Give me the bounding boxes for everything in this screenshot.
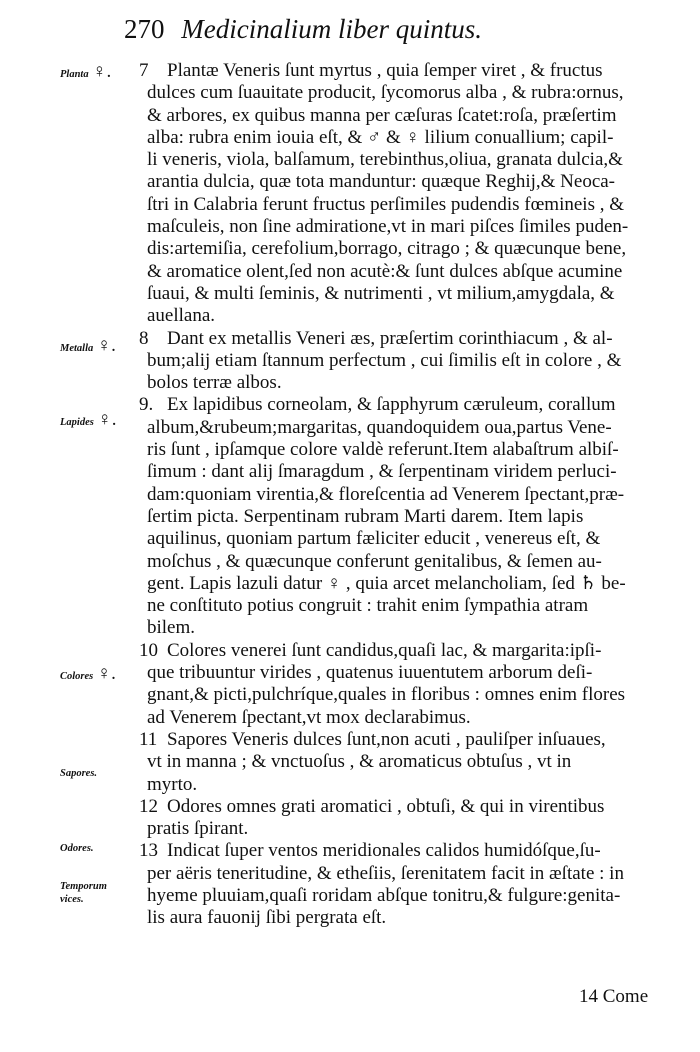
main-text [139,60,679,930]
paragraph-number: 12 [139,795,158,817]
text-line: hyeme pluuiam,quaſi roridam abſque tonitru,& fulgure:genita- [147,884,621,906]
text-line: bolos terræ albos. [147,372,282,394]
text-line: & arbores, ex quibus manna per cæſuras ſcatet:roſa, præſertim [147,104,617,126]
text-line: pratis ſpirant. [147,818,249,840]
margin-note-label: vices. [60,894,84,905]
text-line: ne conſtituto potius congruit : trahit enim ſympathia atram [147,595,589,617]
margin-note-label: Sapores. [60,768,98,779]
venus-symbol-icon: ♀. [96,335,116,356]
text-line: arantia dulcia, quæ tota manduntur: quæque Reghij,& Neoca- [147,171,616,193]
running-title: Medicinalium liber quintus. [181,14,482,44]
text-line: dis:artemiſia, cerefolium,borrago, citrago ; & quæcunque bene, [147,238,627,260]
catchword: 14 Come [579,986,649,1007]
paragraph-11 [139,729,679,796]
margin-note-label: Lapides [60,417,94,428]
text-line: ſuaui, & multi ſeminis, & nutrimenti , vt milium,amygdala, & [147,282,615,304]
text-line: album,&rubeum;margaritas, quandoquidem oua,partus Vene- [147,416,612,438]
paragraph-number: 13 [139,840,158,862]
margin-note-temporum [60,880,140,906]
margin-note-metalla [60,335,140,356]
paragraph-7 [139,60,679,328]
venus-symbol-icon: ♀. [96,663,116,684]
text-line: moſchus , & quæcunque conferunt genitalibus, & ſemen au- [147,550,602,572]
paragraph-13 [139,840,679,929]
paragraph-number: 7 [139,60,149,81]
text-line: bilem. [147,617,196,639]
text-line: maſculeis, non ſine admiratione,vt in mari piſces ſimiles puden- [147,216,629,238]
paragraph-9 [139,394,679,639]
margin-note-odores [60,842,140,855]
text-line: alba: rubra enim iouia eſt, & ♂ & ♀ lilium conuallium; capil- [147,126,614,148]
text-line: gnant,& picti,pulchríque,quales in floribus : omnes enim flores [147,684,626,706]
text-line: dulces cum ſuauitate producit, ſycomorus alba , & rubra:ornus, [147,82,624,104]
text-line: per aëris teneritudine, & etheſiis, ſerenitatem facit in æſtate : in [147,862,624,884]
text-line: auellana. [147,305,216,327]
text-line: ris ſunt , ipſamque colore valdè referunt.Item alabaſtrum albiſ- [147,439,619,461]
text-line: ad Venerem ſpectant,vt mox declarabimus. [147,706,471,728]
paragraph-10 [139,640,679,729]
text-line: & aromatice olent,ſed non acutè:& ſunt dulces abſque acumine [147,260,623,282]
text-line: li veneris, viola, balſamum, terebinthus,oliua, granata dulcia,& [147,149,623,171]
margin-note-colores [60,663,140,684]
text-line: Plantæ Veneris ſunt myrtus , quia ſemper viret , & fructus [167,60,603,81]
text-line: Sapores Veneris dulces ſunt,non acuti , pauliſper inſuaues, [167,728,606,750]
text-line: que tribuuntur virides , quatenus iuuentutem arborum deſi- [147,662,593,684]
margin-note-label: Planta [60,69,89,80]
page-header [124,14,482,44]
text-line: aquilinus, quoniam partum fæliciter educit , venereus eſt, & [147,528,601,550]
text-line: Ex lapidibus corneolam, & ſapphyrum cæruleum, corallum [167,394,616,416]
text-line: Colores venerei ſunt candidus,quaſi lac, & margarita:ipſi- [167,639,602,661]
margin-note-label: Odores. [60,843,94,854]
text-line: Odores omnes grati aromatici , obtuſi, & qui in virentibus [167,795,605,817]
venus-symbol-icon: ♀. [92,61,112,82]
text-line: bum;alij etiam ſtannum perfectum , cui ſimilis eſt in colore , & [147,349,622,371]
text-line: lis aura fauonij ſibi pergrata eſt. [147,907,387,929]
margin-note-lapides [60,409,140,430]
paragraph-number: 9. [139,394,154,416]
margin-note-planta [60,61,140,82]
margin-note-label: Metalla [60,343,94,354]
venus-symbol-icon: ♀. [97,409,117,430]
text-line: ſimum : dant alij ſmaragdum , & ſerpentinam viridem perluci- [147,461,617,483]
page-number: 270 [124,14,165,44]
paragraph-number: 11 [139,728,158,750]
text-line: ſtri in Calabria ferunt fructus perſimiles pudendis fœmineis , & [147,193,625,215]
text-line: ſertim picta. Serpentinam rubram Marti darem. Item lapis [147,505,584,527]
text-line: Indicat ſuper ventos meridionales calidos humidóſque,ſu- [167,840,601,862]
paragraph-12 [139,796,679,841]
paragraph-number: 10 [139,639,158,661]
paragraph-8 [139,328,679,395]
text-line: myrto. [147,773,198,795]
text-line: dam:quoniam virentia,& floreſcentia ad Venerem ſpectant,præ- [147,483,625,505]
text-line: vt in manna ; & vnctuoſus , & aromaticus obtuſus , vt in [147,751,572,773]
margin-note-label: Colores [60,671,94,682]
text-line: Dant ex metallis Veneri æs, præſertim corinthiacum , & al- [167,327,613,349]
paragraph-number: 8 [139,327,149,349]
margin-note-sapores [60,767,140,780]
text-line: gent. Lapis lazuli datur ♀ , quia arcet melancholiam, ſed ♄ be- [147,572,626,594]
margin-note-label: Temporum [60,881,107,892]
